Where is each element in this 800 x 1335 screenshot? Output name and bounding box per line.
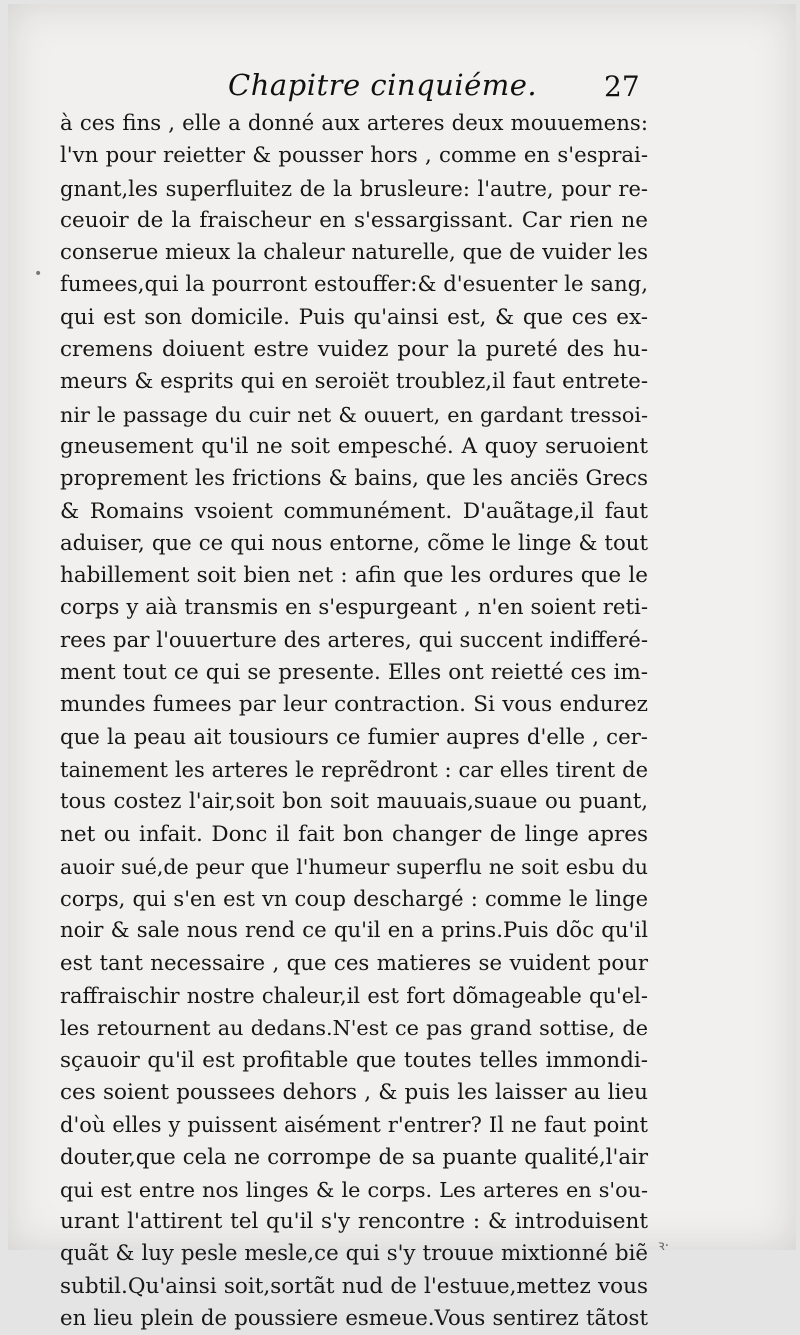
text-line: meurs & esprits qui en seroiët troublez,il faut entrete- [60,369,648,395]
text-line: douter,que cela ne corrompe de sa puante qualité,l'air [60,1144,648,1170]
text-line: fumees,qui la pourront estouffer:& d'esuenter le sang, [60,272,648,298]
text-line: sçauoir qu'il est profitable que toutes telles immondi- [60,1047,648,1073]
text-line: urant l'attirent tel qu'il s'y rencontre : & introduisent [60,1209,648,1235]
text-line: qui est entre nos linges & le corps. Les arteres en s'ou- [60,1177,648,1202]
text-line: habillement soit bien net : afin que les ordures que le [60,563,648,589]
book-page [8,4,796,1331]
text-line: subtil.Qu'ainsi soit,sortãt nud de l'estuue,mettez vous [60,1273,648,1299]
text-line: tainement les arteres le reprẽdront : car elles tirent de [60,757,648,782]
text-line: que la peau ait tousiours ce fumier aupres d'elle , cer- [60,724,648,750]
text-line: net ou infait. Donc il fait bon changer de linge apres [60,821,648,847]
text-line: rees par l'ouuerture des arteres, qui succent indifferé- [60,627,648,653]
text-line: l'vn pour reietter & pousser hors , comme en s'esprai- [60,143,648,169]
text-line: & Romains vsoient communément. D'auãtage,il faut [60,498,648,524]
text-line: en lieu plein de poussiere esmeue.Vous sentirez tãtost [60,1305,648,1331]
margin-mark: • [34,266,43,282]
text-line: tous costez l'air,soit bon soit mauuais,suaue ou puant, [60,789,648,815]
text-line: mundes fumees par leur contraction. Si vous endurez [60,692,648,718]
text-line: cremens doiuent estre vuidez pour la pureté des hu- [60,337,648,363]
text-line: est tant necessaire , que ces matieres se vuident pour [60,950,648,976]
text-line: aduiser, que ce qui nous entorne, cõme le linge & tout [60,530,648,556]
text-line: gneusement qu'il ne soit empesché. A quoy seruoient [60,433,648,459]
text-line: nir le passage du cuir net & ouuert, en gardant tressoi- [60,402,648,427]
text-line: conserue mieux la chaleur naturelle, que de vuider les [60,240,648,266]
text-line: qui est son domicile. Puis qu'ainsi est, & que ces ex- [60,304,648,330]
page-header [8,62,796,106]
page-number: 27 [604,70,640,103]
text-line: les retournent au dedans.N'est ce pas grand sottise, de [60,1016,648,1041]
text-line: corps y aià transmis en s'espurgeant , n'en soient reti- [60,595,648,621]
body-text [60,108,648,1335]
text-line: raffraischir nostre chaleur,il est fort dõmageable qu'el- [60,984,648,1009]
text-line: ces soient poussees dehors , & puis les laisser au lieu [60,1079,648,1105]
text-line: gnant,les superfluitez de la brusleure: l'autre, pour re- [60,176,648,201]
text-line: proprement les frictions & bains, que les anciës Grecs [60,466,648,492]
foot-mark: ꝛ· [658,1238,670,1254]
text-line: à ces fins , elle a donné aux arteres deux mouuemens: [60,111,648,136]
text-line: quãt & luy pesle mesle,ce qui s'y trouue mixtionné biẽ [60,1241,648,1267]
running-title: Chapitre cinquiéme. [228,68,538,102]
text-line: ment tout ce qui se presente. Elles ont reietté ces im- [60,660,648,686]
text-line: noir & sale nous rend ce qu'il en a prins.Puis dõc qu'il [60,918,648,944]
text-line: ceuoir de la fraischeur en s'essargissant. Car rien ne [60,207,648,233]
text-line: auoir sué,de peur que l'humeur superflu ne soit esbu du [60,854,648,879]
text-line: d'où elles y puissent aisément r'entrer? Il ne faut point [60,1113,648,1138]
text-line: corps, qui s'en est vn coup deschargé : comme le linge [60,887,648,912]
